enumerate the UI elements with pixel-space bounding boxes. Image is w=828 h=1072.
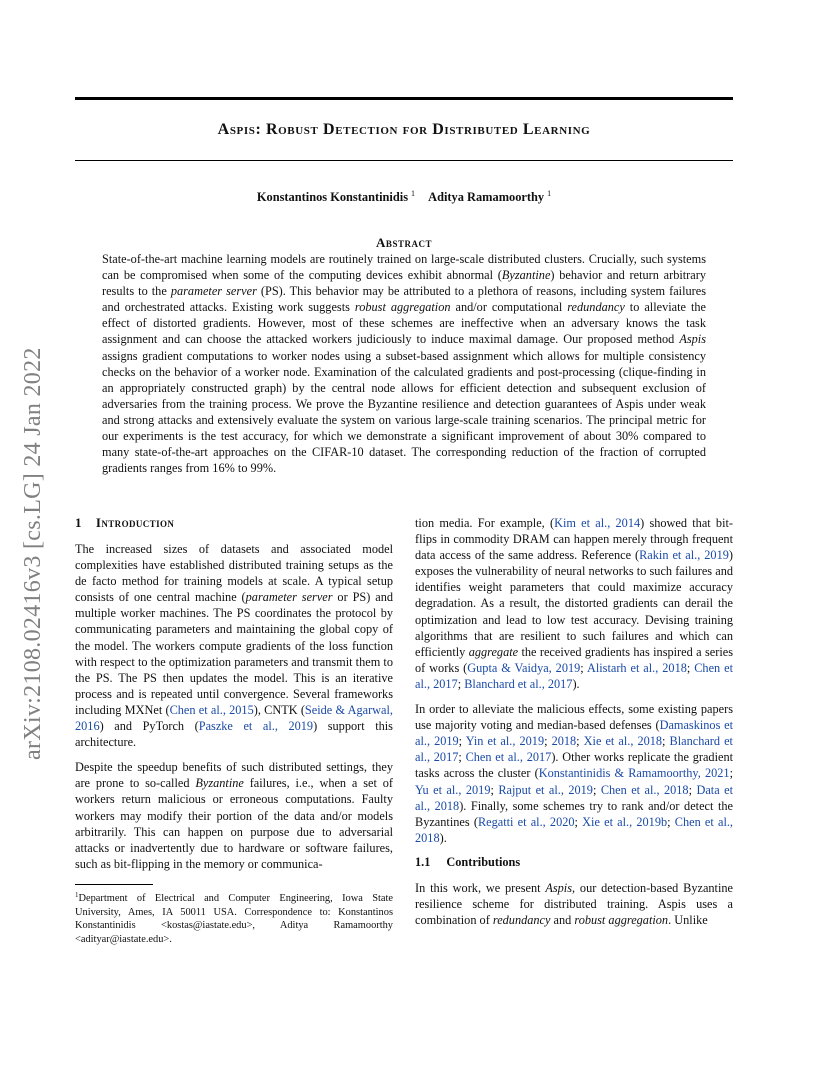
author-2-name: Aditya Ramamoorthy [428, 190, 545, 204]
author-2 [428, 189, 551, 205]
citation-link[interactable]: Chen et al., 2018 [600, 782, 689, 797]
footnote [75, 884, 393, 946]
citation-link[interactable]: Yu et al., 2019 [415, 782, 491, 797]
contributions-heading [415, 855, 733, 870]
citation-link[interactable]: Chen et al., 2017 [465, 750, 552, 765]
emphasis: parameter server [170, 284, 257, 299]
citation-link[interactable]: Alistarh et al., 2018 [586, 660, 687, 675]
citation-link[interactable]: Data et al., 2018 [415, 782, 733, 813]
citation-link[interactable]: Kim et al., 2014 [554, 516, 641, 530]
left-column [75, 515, 393, 881]
citation-link[interactable]: Xie et al., 2019b [582, 814, 668, 829]
citation-link[interactable]: Xie et al., 2018 [583, 734, 663, 749]
right-column [415, 515, 733, 937]
citation-link[interactable]: Yin et al., 2019 [465, 734, 545, 749]
citation-link[interactable]: Seide & Agarwal, 2016 [75, 702, 393, 734]
citation-link[interactable]: Damaskinos et al., 2019 [415, 718, 733, 749]
emphasis: aggregate [468, 644, 519, 659]
emphasis: parameter server [245, 590, 333, 605]
emphasis: Byzantine [195, 776, 244, 791]
section-title: Introduction [95, 515, 175, 530]
intro-paragraph-1: The increased sizes of datasets and associated model complexities have established distributed training setups as the de facto method for training models at scale. A typical setup consists of one central machine (parameter server or PS) and multiple worker machines. The PS coordinates the protocol by communicating parameters and maintaining the global copy of the model. The workers compute gradients of the loss function with respect to the optimization parameters and transmit them to the PS. The PS then updates the model. This is an iterative process and is repeated until convergence. Several frameworks including MXNet (Chen et al., 2015), CNTK (Seide & Agarwal, 2016) and PyTorch (Paszke et al., 2019) support this architecture. [75, 542, 394, 750]
citation-link[interactable]: Konstantinidis & Ramamoorthy, 2021 [538, 766, 730, 781]
citation-link[interactable]: Blanchard et al., 2017 [415, 734, 733, 765]
emphasis: Aspis [545, 880, 573, 895]
footnote-text [75, 889, 393, 946]
citation-link[interactable]: 2018 [551, 734, 577, 749]
abstract-body: State-of-the-art machine learning models are routinely trained on large-scale distributed clusters. Crucially, such systems can be compromised when some of the computing devices exhibit abnormal (Byzantine) behavior and return arbitrary results to the parameter server (PS). This behavior may be attributed to a plethora of reasons, including system failures and orchestrated attacks. Existing work suggests robust aggregation and/or computational redundancy to alleviate the effect of distorted gradients. However, most of these schemes are ineffective when an adversary knows the task assignment and can choose the attacked workers judiciously to induce maximal damage. Our proposed method Aspis assigns gradient computations to worker nodes using a subset-based assignment which allows for multiple consistency checks on the behavior of a worker node. Examination of the calculated gradients and post-processing (clique-finding in an appropriately constructed graph) by the central node allows for efficient detection and subsequent exclusion of adversaries from the training process. We prove the Byzantine resilience and detection guarantees of Aspis under weak and strong attacks and extensively evaluate the system on various large-scale training scenarios. The principal metric for our experiments is the test accuracy, for which we demonstrate a significant improvement of about 30% compared to many state-of-the-art approaches on the CIFAR-10 dataset. The corresponding reduction of the fraction of corrupted gradients ranges from 16% to 99%. [102, 252, 707, 476]
intro-paragraph-2-continued: tion media. For example, (Kim et al., 2014) showed that bit-flips in commodity DRAM can happen merely through frequent data access of the same address. Reference (Rakin et al., 2019) exposes the vulnerability of neural networks to such failures and identifies weight parameters that could maximize accuracy degradation. As a result, the distorted gradients can derail the optimization and lead to low test accuracy. Devising training algorithms that are resilient to such failures and which can efficiently aggregate the received gradients has inspired a series of works (Gupta & Vaidya, 2019; Alistarh et al., 2018; Chen et al., 2017; Blanchard et al., 2017). [415, 516, 733, 691]
paper-title: Aspis: Robust Detection for Distributed Learning [217, 121, 591, 138]
author-2-affiliation-mark: 1 [547, 189, 552, 198]
subsection-title: Contributions [446, 854, 521, 869]
citation-link[interactable]: Blanchard et al., 2017 [464, 676, 573, 691]
footnote-body: Department of Electrical and Computer Engineering, Iowa State University, Ames, IA 50011 USA. Correspondence to: Konstantinos Konstantinidis <kostas@iastate.edu>, Aditya Ramamoorthy <adityar@iastate.edu>. [75, 893, 393, 945]
citation-link[interactable]: Chen et al., 2017 [415, 660, 733, 691]
citation-link[interactable]: Chen et al., 2015 [169, 702, 254, 717]
title-bottom-rule [75, 160, 733, 161]
title-top-rule [75, 97, 733, 100]
author-1-name: Konstantinos Konstantinidis [256, 190, 409, 204]
section-number: 1 [75, 515, 82, 530]
citation-link[interactable]: Paszke et al., 2019 [198, 719, 314, 734]
contributions-paragraph: In this work, we present Aspis, our detection-based Byzantine resilience scheme for distributed training. Aspis uses a combination of redundancy and robust aggregation. Unlike [415, 880, 733, 928]
author-1-affiliation-mark: 1 [411, 189, 416, 198]
citation-link[interactable]: Rakin et al., 2019 [639, 548, 729, 563]
emphasis: robust aggregation [574, 913, 669, 928]
footnote-rule [75, 884, 153, 885]
emphasis: Aspis [679, 332, 706, 347]
author-1 [257, 189, 415, 205]
footnote-mark: 1 [75, 891, 79, 899]
citation-link[interactable]: Chen et al., 2018 [415, 814, 734, 845]
introduction-heading [75, 515, 393, 531]
citation-link[interactable]: Rajput et al., 2019 [498, 782, 593, 797]
emphasis: Byzantine [501, 268, 551, 283]
abstract-heading: Abstract [376, 235, 432, 250]
author-list [75, 189, 733, 205]
emphasis: redundancy [567, 300, 625, 315]
emphasis: robust aggregation [354, 300, 451, 315]
subsection-number: 1.1 [415, 854, 431, 869]
emphasis: redundancy [492, 913, 551, 928]
intro-paragraph-2: Despite the speedup benefits of such distributed settings, they are prone to so-called Byzantine failures, i.e., when a set of workers return malicious or erroneous computations. Faulty workers may modify their portion of the data and/or models arbitrarily. This can happen on purpose due to adversarial attacks or inadvertently due to hardware or software failures, such as bit-flipping in the memory or communica- [75, 760, 393, 871]
citation-link[interactable]: Regatti et al., 2020 [477, 814, 575, 829]
citation-link[interactable]: Gupta & Vaidya, 2019 [467, 660, 581, 675]
intro-paragraph-3: In order to alleviate the malicious effects, some existing papers use majority voting and median-based defenses (Damaskinos et al., 2019; Yin et al., 2019; 2018; Xie et al., 2018; Blanchard et al., 2017; Chen et al., 2017). Other works replicate the gradient tasks across the cluster (Konstantinidis & Ramamoorthy, 2021; Yu et al., 2019; Rajput et al., 2019; Chen et al., 2018; Data et al., 2018). Finally, some schemes try to rank and/or detect the Byzantines (Regatti et al., 2020; Xie et al., 2019b; Chen et al., 2018). [415, 702, 734, 845]
arxiv-identifier: arXiv:2108.02416v3 [cs.LG] 24 Jan 2022 [20, 347, 46, 760]
